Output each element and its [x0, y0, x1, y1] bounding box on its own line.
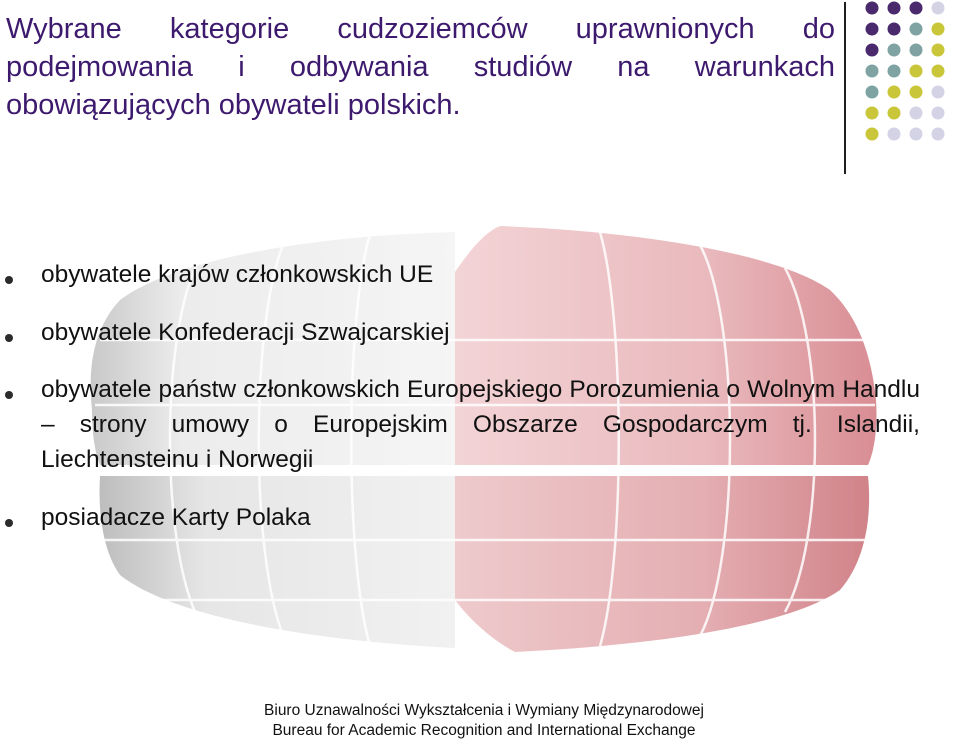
bullet-list — [0, 257, 920, 535]
decorative-dot — [888, 44, 901, 57]
decorative-dot — [866, 65, 879, 78]
bullet-dot-icon — [5, 334, 13, 342]
decorative-dot — [888, 128, 901, 141]
decorative-dot — [932, 107, 945, 120]
decorative-dot — [888, 65, 901, 78]
decorative-dot — [932, 65, 945, 78]
decorative-dot — [910, 107, 923, 120]
decorative-dot — [888, 107, 901, 120]
decorative-dot — [910, 2, 923, 15]
bullet-item — [0, 500, 920, 535]
bullet-dot-icon — [5, 391, 13, 399]
bullet-item — [0, 257, 920, 292]
decorative-dot — [866, 86, 879, 99]
bullet-item — [0, 315, 920, 350]
decorative-dot — [866, 23, 879, 36]
decorative-dot — [866, 107, 879, 120]
decorative-dot — [910, 44, 923, 57]
decorative-dot — [910, 86, 923, 99]
footer-institution-polish: Biuro Uznawalności Wykształcenia i Wymiany Międzynarodowej — [264, 702, 704, 719]
bullet-item — [0, 372, 920, 477]
decorative-dot — [932, 44, 945, 57]
bullet-text: obywatele krajów członkowskich UE — [41, 261, 434, 288]
decorative-dot — [866, 2, 879, 15]
bullet-text: obywatele Konfederacji Szwajcarskiej — [41, 319, 450, 346]
footer-institution-english: Bureau for Academic Recognition and International Exchange — [272, 722, 696, 739]
decorative-dot — [932, 128, 945, 141]
decorative-dot — [866, 44, 879, 57]
decorative-dot — [866, 128, 879, 141]
decorative-dot — [888, 2, 901, 15]
decorative-dot — [888, 86, 901, 99]
decorative-dot — [932, 2, 945, 15]
bullet-dot-icon — [5, 276, 13, 284]
decorative-dot — [888, 23, 901, 36]
vertical-divider — [844, 2, 846, 174]
bullet-dot-icon — [5, 519, 13, 527]
page-title: Wybrane kategorie cudzoziemców uprawnionych do podejmowania i odbywania studiów na warunkach obowiązujących obywateli polskich. — [6, 13, 835, 121]
decorative-dot — [910, 65, 923, 78]
decorative-dot-grid — [862, 0, 960, 160]
decorative-dot — [910, 23, 923, 36]
bullet-text: posiadacze Karty Polaka — [41, 504, 311, 531]
decorative-dot — [932, 86, 945, 99]
decorative-dot — [910, 128, 923, 141]
bullet-text: obywatele państw członkowskich Europejskiego Porozumienia o Wolnym Handlu – strony umowy o Europejskim Obszarze Gospodarczym tj. Islandii, Liechtensteinu i Norwegii — [41, 376, 920, 473]
decorative-dot — [932, 23, 945, 36]
